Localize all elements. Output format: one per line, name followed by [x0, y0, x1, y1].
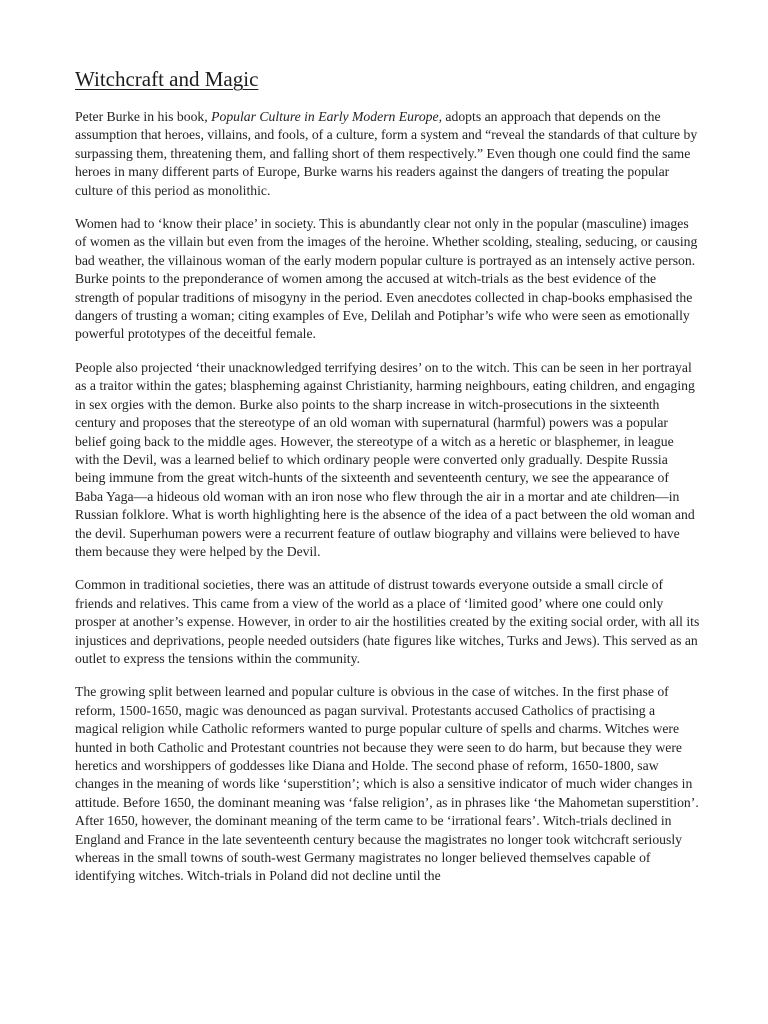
paragraph-1-body: adopts an approach that depends on the assumption that heroes, villains, and fools, of a culture, form a system and “reveal the standards of that culture by surpassing them, threatening them, and falling short of them respectively.” Even though one could find the same heroes in many different parts of Europe, Burke warns his readers against the dangers of treating the popular culture of this period as monolithic. — [75, 109, 698, 198]
paragraph-3: People also projected ‘their unacknowledged terrifying desires’ on to the witch. This can be seen in her portrayal as a traitor within the gates; blaspheming against Christianity, harming neighbours, eating children, and engaging in sex orgies with the demon. Burke also points to the sharp increase in witch-prosecutions in the sixteenth century and proposes that the stereotype of an old woman with supernatural (harmful) powers was a popular belief going back to the middle ages. However, the stereotype of a witch as a heretic or blasphemer, in league with the Devil, was a learned belief to which ordinary people were converted only gradually. Despite Russia being immune from the great witch-hunts of the sixteenth and seventeenth century, we see the appearance of Baba Yaga—a hideous old woman with an iron nose who flew through the air in a mortar and ate children—in Russian folklore. What is worth highlighting here is the absence of the idea of a pact between the old woman and the devil. Superhuman powers were a recurrent feature of outlaw biography and villains were believed to have them because they were helped by the Devil. — [75, 359, 695, 559]
document-page — [75, 64, 700, 901]
book-title: Popular Culture in Early Modern Europe, — [211, 109, 442, 124]
page-title: Witchcraft and Magic — [75, 67, 259, 91]
paragraph-1 — [75, 108, 700, 200]
paragraph-4: Common in traditional societies, there was an attitude of distrust towards everyone outside a small circle of friends and relatives. This came from a view of the world as a place of ‘limited good’ where one could only prosper at another’s expense. However, in order to air the hostilities created by the exiting social order, with all its injustices and deprivations, people needed outsiders (hate figures like witches, Turks and Jews). This served as an outlet to express the tensions within the community. — [75, 577, 700, 666]
paragraph-1-intro: Peter Burke in his book, — [75, 109, 212, 124]
paragraph-5: The growing split between learned and popular culture is obvious in the case of witches. In the first phase of reform, 1500-1650, magic was denounced as pagan survival. Protestants accused Catholics of practising a magical religion while Catholic reformers wanted to purge popular culture of spells and charms. Witches were hunted in both Catholic and Protestant countries not because they were seen to do harm, but because they were heretics and worshippers of goddesses like Diana and Holde. The second phase of reform, 1650-1800, saw changes in the meaning of words like ‘superstition’; which is also a sensitive indicator of much wider changes in attitude. Before 1650, the dominant meaning was ‘false religion’, as in phrases like ‘the Mahometan superstition’. After 1650, however, the dominant meaning of the term came to be ‘irrational fears’. Witch-trials declined in England and France in the late seventeenth century because the magistrates no longer took witchcraft seriously whereas in the small towns of south-west Germany magistrates no longer believed themselves capable of identifying witches. Witch-trials in Poland did not decline until the — [75, 684, 699, 884]
paragraph-2: Women had to ‘know their place’ in society. This is abundantly clear not only in the popular (masculine) images of women as the villain but even from the images of the heroine. Whether scolding, stealing, seducing, or causing bad weather, the villainous woman of the early modern popular culture is portrayed as an intensely active person. Burke points to the preponderance of women among the accused at witch-trials as the best evidence of the strength of popular traditions of misogyny in the period. Even anecdotes collected in chap-books emphasised the dangers of trusting a woman; citing examples of Eve, Delilah and Potiphar’s wife who were seen as emotionally powerful prototypes of the deceitful female. — [75, 216, 698, 342]
